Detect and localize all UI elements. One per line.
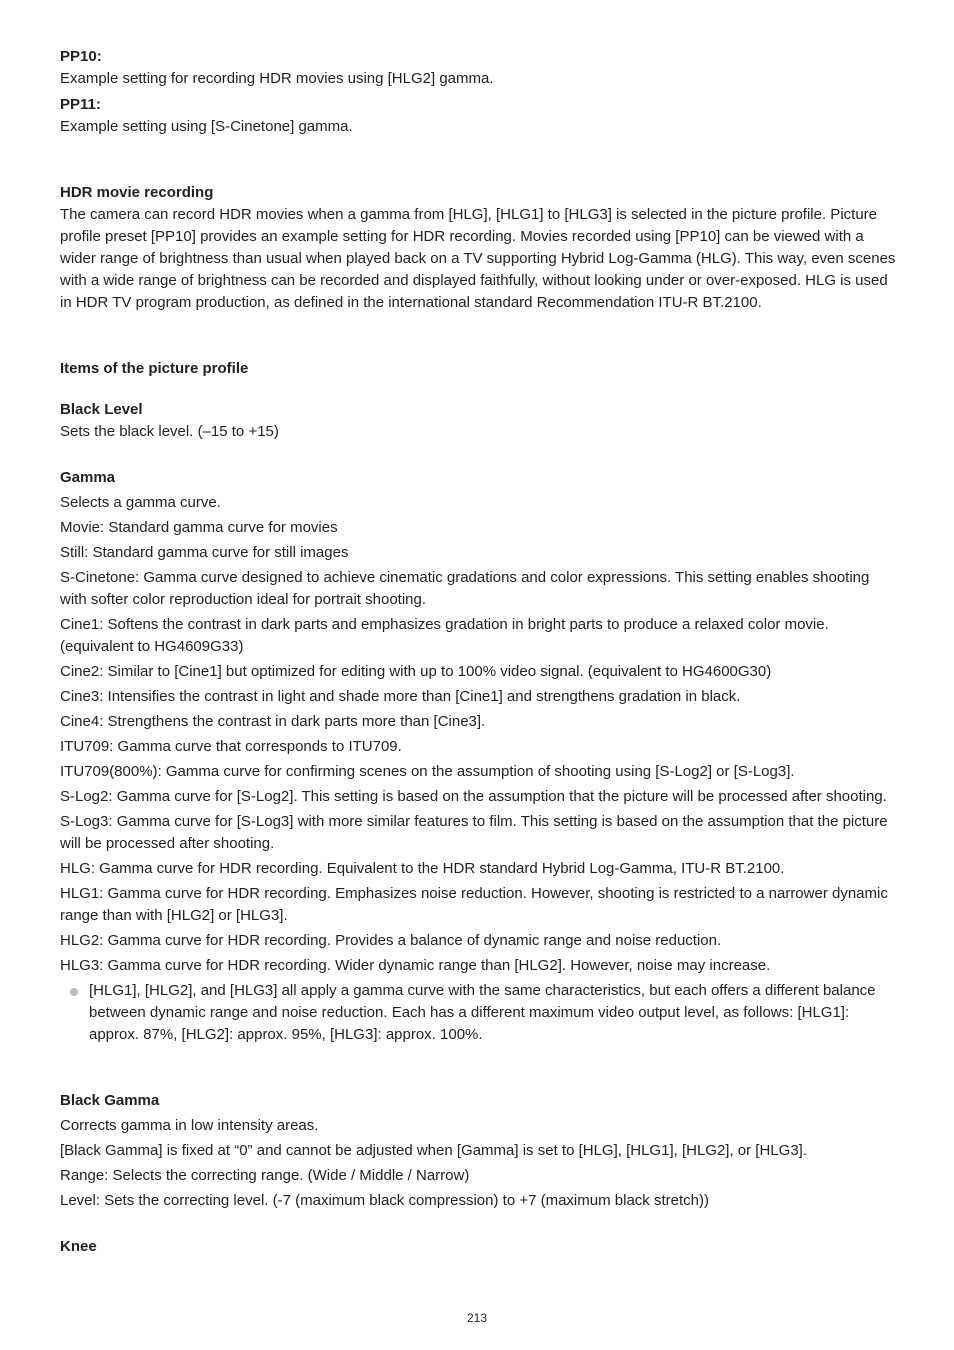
gamma-line: Cine3: Intensifies the contrast in light and shade more than [Cine1] and strengthens gradation in black. [60,688,741,705]
gamma-line: S-Cinetone: Gamma curve designed to achieve cinematic gradations and color expressions. This setting enables shooting with softer color reproduction ideal for portrait shooting. [60,569,870,608]
gamma-line: Cine4: Strengthens the contrast in dark parts more than [Cine3]. [60,713,486,730]
gamma-heading: Gamma [60,469,116,486]
black-level-heading: Black Level [60,401,143,418]
black-gamma-line: Level: Sets the correcting level. (-7 (maximum black compression) to +7 (maximum black stretch)) [60,1192,709,1209]
gamma-line: HLG: Gamma curve for HDR recording. Equivalent to the HDR standard Hybrid Log-Gamma, ITU-R BT.2100. [60,860,785,877]
items-heading: Items of the picture profile [60,360,249,377]
bullet-icon [70,988,78,996]
gamma-line: S-Log3: Gamma curve for [S-Log3] with more similar features to film. This setting is based on the assumption that the picture will be processed after shooting. [60,813,888,852]
black-gamma-line: Corrects gamma in low intensity areas. [60,1117,319,1134]
pp10-description: Example setting for recording HDR movies using [HLG2] gamma. [60,70,494,87]
black-gamma-line: [Black Gamma] is fixed at “0” and cannot be adjusted when [Gamma] is set to [HLG], [HLG1], [HLG2], or [HLG3]. [60,1142,807,1159]
pp11-term: PP11: [60,96,101,113]
hdr-body: The camera can record HDR movies when a gamma from [HLG], [HLG1] to [HLG3] is selected in the picture profile. Picture profile preset [PP10] provides an example setting for HDR recording. Movies recorded using [PP10] can be viewed with a wider range of brightness than usual when played back on a TV supporting Hybrid Log-Gamma (HLG). This way, even scenes with a wide range of brightness can be recorded and displayed faithfully, without looking under or over-exposed. HLG is used in HDR TV program production, as defined in the international standard Recommendation ITU-R BT.2100. [60,206,896,311]
gamma-line: HLG2: Gamma curve for HDR recording. Provides a balance of dynamic range and noise reduction. [60,932,722,949]
gamma-line: S-Log2: Gamma curve for [S-Log2]. This setting is based on the assumption that the picture will be processed after shooting. [60,788,887,805]
gamma-line: ITU709(800%): Gamma curve for confirming scenes on the assumption of shooting using [S-Log2] or [S-Log3]. [60,763,795,780]
gamma-line: Still: Standard gamma curve for still images [60,544,349,561]
black-gamma-line: Range: Selects the correcting range. (Wide / Middle / Narrow) [60,1167,470,1184]
gamma-line: ITU709: Gamma curve that corresponds to ITU709. [60,738,402,755]
gamma-line: Cine1: Softens the contrast in dark parts and emphasizes gradation in bright parts to produce a relaxed color movie. (equivalent to HG4609G33) [60,616,829,655]
pp10-term: PP10: [60,48,102,65]
knee-heading: Knee [60,1238,97,1255]
black-gamma-heading: Black Gamma [60,1092,160,1109]
gamma-note-text: [HLG1], [HLG2], and [HLG3] all apply a gamma curve with the same characteristics, but each offers a different balance between dynamic range and noise reduction. Each has a different maximum video output level, as follows: [HLG1]: approx. 87%, [HLG2]: approx. 95%, [HLG3]: approx. 100%. [89,982,876,1043]
gamma-line: HLG1: Gamma curve for HDR recording. Emphasizes noise reduction. However, shooting is restricted to a narrower dynamic range than with [HLG2] or [HLG3]. [60,885,888,924]
gamma-line: Movie: Standard gamma curve for movies [60,519,338,536]
document-page [60,46,900,1258]
black-level-description: Sets the black level. (–15 to +15) [60,423,279,440]
gamma-line: HLG3: Gamma curve for HDR recording. Wider dynamic range than [HLG2]. However, noise may increase. [60,957,771,974]
hdr-heading: HDR movie recording [60,184,214,201]
page-number: 213 [466,1311,488,1325]
gamma-line: Cine2: Similar to [Cine1] but optimized for editing with up to 100% video signal. (equivalent to HG4600G30) [60,663,772,680]
gamma-line: Selects a gamma curve. [60,494,221,511]
gamma-note [66,980,900,1046]
pp11-description: Example setting using [S-Cinetone] gamma. [60,118,353,135]
